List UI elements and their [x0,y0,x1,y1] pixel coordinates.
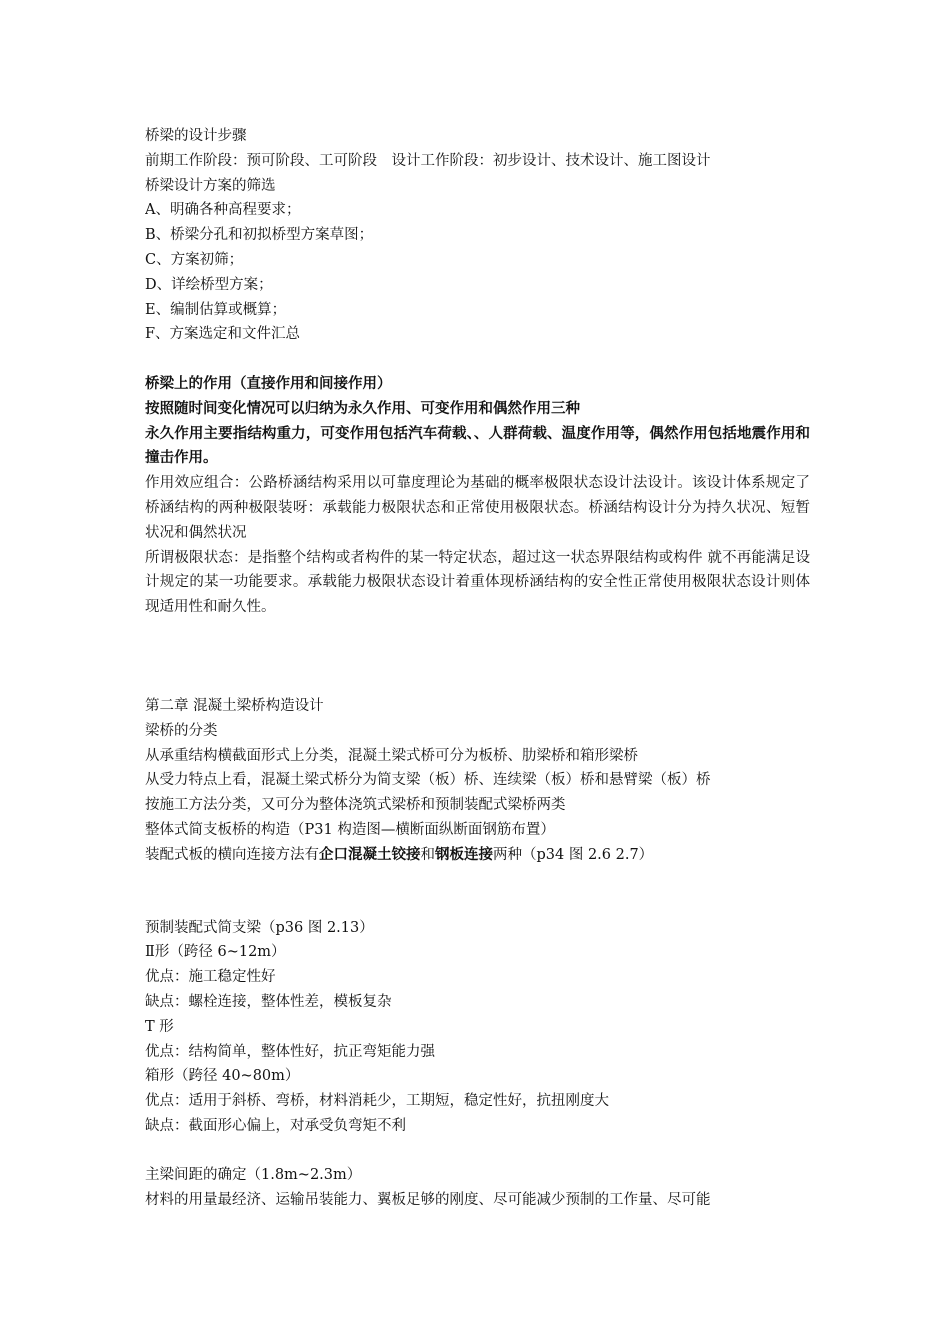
prefab-beam-line: 缺点：截面形心偏上，对承受负弯矩不利 [145,1117,406,1134]
classification-line: 整体式简支板桥的构造（P31 构造图—横断面纵断面钢筋布置） [145,821,555,838]
spacer [145,1139,810,1164]
prefab-beam-line: 优点：适用于斜桥、弯桥，材料消耗少，工期短，稳定性好，抗扭刚度大 [145,1093,609,1110]
screening-step: B、桥梁分孔和初拟桥型方案草图； [145,227,374,244]
screening-step: C、方案初筛； [145,251,244,268]
prefab-beam-line: 缺点：螺栓连接，整体性差，模板复杂 [145,993,392,1010]
prefab-beam-line: T 形 [145,1018,174,1035]
screening-step: E、编制估算或概算； [145,301,287,318]
prefab-beam-line: 优点：施工稳定性好 [145,969,276,986]
spacer [145,868,810,916]
connection-suffix: 两种（p34 图 2.6 2.7） [493,846,654,863]
actions-classification: 按照随时间变化情况可以归纳为永久作用、可变作用和偶然作用三种 [145,399,580,417]
screening-step: F、方案选定和文件汇总 [145,326,301,343]
girder-spacing-title: 主梁间距的确定（1.8m~2.3m） [145,1167,362,1184]
connection-method-hinge: 企口混凝土铰接 [319,845,421,863]
connection-method-steel-plate: 钢板连接 [435,845,493,863]
spacer [145,347,810,372]
effect-combination-paragraph: 作用效应组合：公路桥涵结构采用以可靠度理论为基础的概率极限状态设计法设计。该设计体系规定了桥涵结构的两种极限装呀：承载能力极限状态和正常使用极限状态。桥涵结构设计分为持久状况、短暂状况和偶然状况 [145,475,810,541]
design-steps-title: 桥梁的设计步骤 [145,128,247,144]
connection-prefix: 装配式板的横向连接方法有 [145,846,319,863]
classification-line: 从承重结构横截面形式上分类，混凝土梁式桥可分为板桥、肋梁桥和箱形梁桥 [145,747,638,764]
prefab-beam-line: 箱形（跨径 40~80m） [145,1068,300,1085]
chapter-title: 第二章 混凝土梁桥构造设计 [145,697,324,714]
prefab-beam-line: 优点：结构简单，整体性好，抗正弯矩能力强 [145,1043,435,1060]
scheme-screening-title: 桥梁设计方案的筛选 [145,177,276,194]
screening-step: A、明确各种高程要求； [145,202,301,219]
actions-heading: 桥梁上的作用（直接作用和间接作用） [145,374,392,392]
classification-line: 按施工方法分类，又可分为整体浇筑式梁桥和预制装配式梁桥两类 [145,797,566,814]
document-body [145,124,810,1213]
classification-line: 从受力特点上看，混凝土梁式桥分为简支梁（板）桥、连续梁（板）桥和悬臂梁（板）桥 [145,772,711,789]
classification-title: 梁桥的分类 [145,722,218,739]
connection-and: 和 [420,846,435,863]
actions-definition: 永久作用主要指结构重力，可变作用包括汽车荷载、、人群荷载、温度作用等，偶然作用包括地震作用和撞击作用。 [145,424,810,467]
prefab-beam-title: 预制装配式简支梁（p36 图 2.13） [145,919,374,936]
work-phases-line: 前期工作阶段：预可阶段、工可阶段 设计工作阶段：初步设计、技术设计、施工图设计 [145,152,711,169]
limit-state-paragraph: 所谓极限状态：是指整个结构或者构件的某一特定状态，超过这一状态界限结构或构件 就不再能满足设计规定的某一功能要求。承载能力极限状态设计着重体现桥涵结构的安全性正常使用极限状态设计则体现适用性和耐久性。 [145,549,810,616]
prefab-beam-line: Ⅱ形（跨径 6~12m） [145,944,286,961]
screening-step: D、详绘桥型方案； [145,276,273,293]
transverse-connection-line [145,843,810,868]
girder-spacing-paragraph: 材料的用量最经济、运输吊装能力、翼板足够的刚度、尽可能减少预制的工作量、尽可能 [145,1192,711,1209]
spacer [145,620,810,694]
